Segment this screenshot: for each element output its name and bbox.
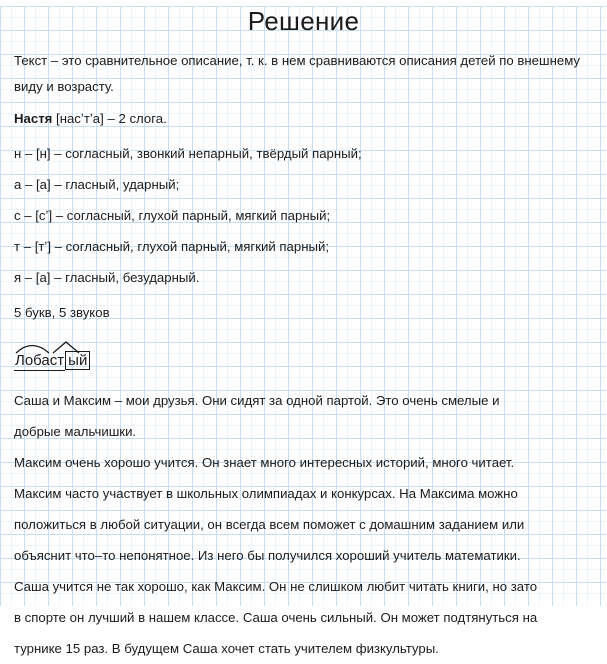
phonetic-word-line xyxy=(14,105,593,132)
essay-line: турнике 15 раз. В будущем Саша хочет стать учителем физкультуры. xyxy=(14,641,439,656)
essay-line: Саша учится не так хорошо, как Максим. Он не слишком любит читать книги, но зато xyxy=(14,579,538,594)
essay-line: положиться в любой ситуации, он всегда всем поможет с домашним заданием или xyxy=(14,517,525,532)
essay-line: в спорте он лучший в нашем классе. Саша очень сильный. Он может подтянуться на xyxy=(14,610,538,625)
morpheme-analysis-diagram xyxy=(14,340,90,371)
phonetic-summary: 5 букв, 5 звуков xyxy=(14,305,110,320)
phonetic-word: Настя xyxy=(14,111,53,126)
essay-line: Саша и Максим – мои друзья. Они сидят за одной партой. Это очень смелые и xyxy=(14,393,500,408)
morpheme-word xyxy=(14,351,90,371)
phonetic-line: с – [сʼ] – согласный, глухой парный, мягкий парный; xyxy=(14,208,331,223)
morpheme-ending: ый xyxy=(65,351,90,370)
phonetic-line: т – [тʼ] – согласный, глухой парный, мягкий парный; xyxy=(14,239,330,254)
phonetic-line: н – [н] – согласный, звонкий непарный, твёрдый парный; xyxy=(14,146,362,161)
page-content xyxy=(0,6,607,664)
essay-line: Максим очень хорошо учится. Он знает много интересных историй, много читает. xyxy=(14,455,515,470)
morpheme-stem: Лобаст xyxy=(15,352,65,369)
phonetic-line: я – [а] – гласный, безударный. xyxy=(14,270,200,285)
worksheet-page xyxy=(0,6,607,656)
page-title: Решение xyxy=(247,6,360,36)
essay-line: объяснит что–то непонятное. Из него бы получился хороший учитель математики. xyxy=(14,548,521,563)
essay-block xyxy=(14,385,593,664)
intro-paragraph: Текст – это сравнительное описание, т. к. в нем сравниваются описания детей по внешнему виду и возрасту. xyxy=(14,53,581,94)
phonetic-transcription: [насʼтʼа] – 2 слога. xyxy=(56,111,167,126)
phonetic-line: а – [а] – гласный, ударный; xyxy=(14,177,180,192)
essay-line: Максим часто участвует в школьных олимпиадах и конкурсах. На Максима можно xyxy=(14,486,518,501)
essay-line: добрые мальчишки. xyxy=(14,424,137,439)
